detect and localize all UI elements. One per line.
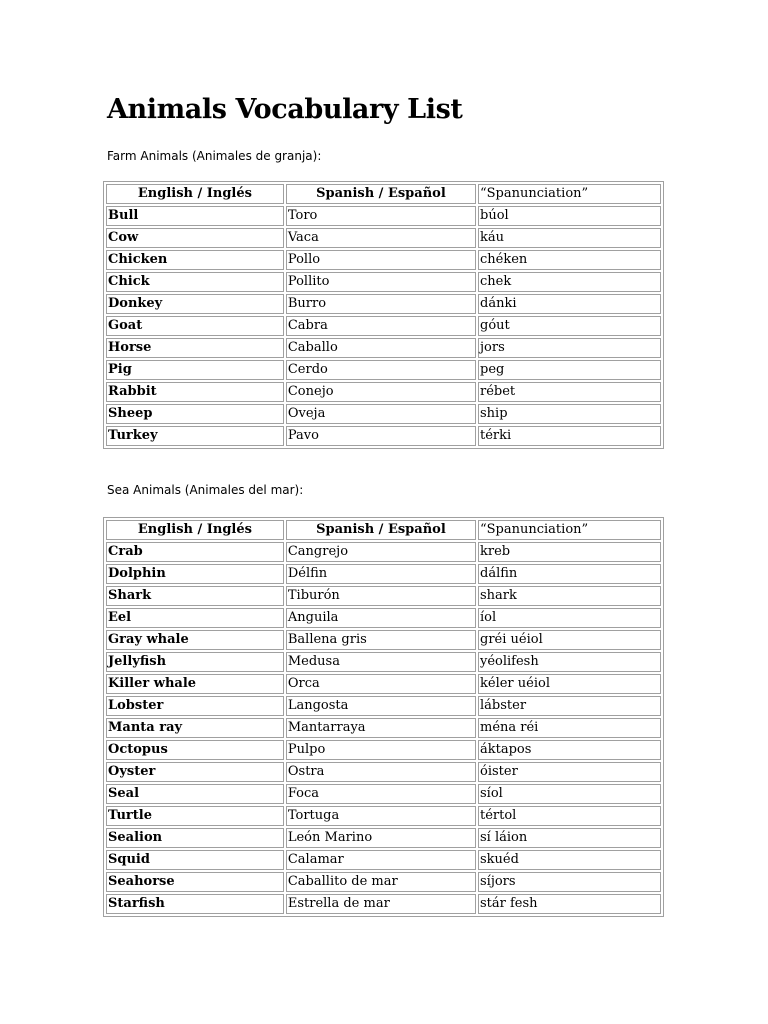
english-cell: Seal xyxy=(106,784,284,804)
pronunciation-cell: chek xyxy=(478,272,661,292)
pronunciation-cell: chéken xyxy=(478,250,661,270)
pronunciation-cell: áktapos xyxy=(478,740,661,760)
english-cell: Goat xyxy=(106,316,284,336)
english-cell: Jellyfish xyxy=(106,652,284,672)
pronunciation-cell: ména réi xyxy=(478,718,661,738)
table-row xyxy=(106,674,661,694)
spanish-cell: Vaca xyxy=(286,228,476,248)
english-cell: Eel xyxy=(106,608,284,628)
pronunciation-cell: síol xyxy=(478,784,661,804)
spanish-cell: Tiburón xyxy=(286,586,476,606)
table-row xyxy=(106,696,661,716)
english-cell: Gray whale xyxy=(106,630,284,650)
english-cell: Turtle xyxy=(106,806,284,826)
spanish-cell: Langosta xyxy=(286,696,476,716)
spanish-cell: Ballena gris xyxy=(286,630,476,650)
pronunciation-cell: gréi uéiol xyxy=(478,630,661,650)
spanish-cell: Pulpo xyxy=(286,740,476,760)
english-cell: Sheep xyxy=(106,404,284,424)
english-cell: Crab xyxy=(106,542,284,562)
table-row xyxy=(106,228,661,248)
farm-animals-heading: Farm Animals (Animales de granja): xyxy=(107,149,322,163)
pronunciation-cell: ship xyxy=(478,404,661,424)
pronunciation-cell: térki xyxy=(478,426,661,446)
pronunciation-cell: dálfin xyxy=(478,564,661,584)
spanish-cell: Foca xyxy=(286,784,476,804)
english-cell: Turkey xyxy=(106,426,284,446)
english-cell: Sealion xyxy=(106,828,284,848)
table-header-row xyxy=(106,184,661,204)
table-row xyxy=(106,762,661,782)
table-row xyxy=(106,542,661,562)
table-row xyxy=(106,652,661,672)
spanish-cell: Oveja xyxy=(286,404,476,424)
sea-table-body xyxy=(106,542,661,914)
pronunciation-cell: jors xyxy=(478,338,661,358)
english-cell: Chick xyxy=(106,272,284,292)
table-row xyxy=(106,382,661,402)
spanish-cell: Délfin xyxy=(286,564,476,584)
spanish-cell: Pollo xyxy=(286,250,476,270)
english-cell: Chicken xyxy=(106,250,284,270)
table-row xyxy=(106,586,661,606)
farm-animals-table xyxy=(103,181,664,449)
spanish-cell: Burro xyxy=(286,294,476,314)
spanish-cell: Cerdo xyxy=(286,360,476,380)
table-row xyxy=(106,360,661,380)
table-row xyxy=(106,272,661,292)
table-row xyxy=(106,630,661,650)
english-cell: Horse xyxy=(106,338,284,358)
table-row xyxy=(106,206,661,226)
sea-animals-heading: Sea Animals (Animales del mar): xyxy=(107,483,304,497)
column-header-pronunciation: “Spanunciation” xyxy=(478,520,661,540)
spanish-cell: Caballo xyxy=(286,338,476,358)
column-header-spanish: Spanish / Español xyxy=(286,520,476,540)
pronunciation-cell: kreb xyxy=(478,542,661,562)
pronunciation-cell: shark xyxy=(478,586,661,606)
spanish-cell: Pavo xyxy=(286,426,476,446)
column-header-english: English / Inglés xyxy=(106,184,284,204)
spanish-cell: Mantarraya xyxy=(286,718,476,738)
pronunciation-cell: stár fesh xyxy=(478,894,661,914)
english-cell: Cow xyxy=(106,228,284,248)
table-row xyxy=(106,740,661,760)
pronunciation-cell: sí láion xyxy=(478,828,661,848)
pronunciation-cell: búol xyxy=(478,206,661,226)
english-cell: Squid xyxy=(106,850,284,870)
pronunciation-cell: góut xyxy=(478,316,661,336)
english-cell: Manta ray xyxy=(106,718,284,738)
table-row xyxy=(106,316,661,336)
spanish-cell: Calamar xyxy=(286,850,476,870)
pronunciation-cell: yéolifesh xyxy=(478,652,661,672)
pronunciation-cell: íol xyxy=(478,608,661,628)
table-row xyxy=(106,872,661,892)
table-header-row xyxy=(106,520,661,540)
spanish-cell: Pollito xyxy=(286,272,476,292)
farm-table-body xyxy=(106,206,661,446)
english-cell: Lobster xyxy=(106,696,284,716)
english-cell: Oyster xyxy=(106,762,284,782)
spanish-cell: Cabra xyxy=(286,316,476,336)
table-row xyxy=(106,404,661,424)
pronunciation-cell: lábster xyxy=(478,696,661,716)
spanish-cell: Medusa xyxy=(286,652,476,672)
table-row xyxy=(106,806,661,826)
spanish-cell: Conejo xyxy=(286,382,476,402)
english-cell: Donkey xyxy=(106,294,284,314)
spanish-cell: Ostra xyxy=(286,762,476,782)
pronunciation-cell: kéler uéiol xyxy=(478,674,661,694)
spanish-cell: Orca xyxy=(286,674,476,694)
spanish-cell: Estrella de mar xyxy=(286,894,476,914)
spanish-cell: Caballito de mar xyxy=(286,872,476,892)
spanish-cell: Anguila xyxy=(286,608,476,628)
table-row xyxy=(106,718,661,738)
page-title: Animals Vocabulary List xyxy=(107,94,463,125)
column-header-pronunciation: “Spanunciation” xyxy=(478,184,661,204)
english-cell: Bull xyxy=(106,206,284,226)
spanish-cell: Tortuga xyxy=(286,806,476,826)
table-row xyxy=(106,564,661,584)
pronunciation-cell: peg xyxy=(478,360,661,380)
english-cell: Octopus xyxy=(106,740,284,760)
english-cell: Rabbit xyxy=(106,382,284,402)
column-header-english: English / Inglés xyxy=(106,520,284,540)
spanish-cell: Cangrejo xyxy=(286,542,476,562)
english-cell: Shark xyxy=(106,586,284,606)
pronunciation-cell: dánki xyxy=(478,294,661,314)
pronunciation-cell: óister xyxy=(478,762,661,782)
table-row xyxy=(106,850,661,870)
table-row xyxy=(106,338,661,358)
pronunciation-cell: skuéd xyxy=(478,850,661,870)
english-cell: Dolphin xyxy=(106,564,284,584)
table-row xyxy=(106,784,661,804)
column-header-spanish: Spanish / Español xyxy=(286,184,476,204)
english-cell: Seahorse xyxy=(106,872,284,892)
pronunciation-cell: síjors xyxy=(478,872,661,892)
table-row xyxy=(106,894,661,914)
table-row xyxy=(106,828,661,848)
table-row xyxy=(106,250,661,270)
spanish-cell: León Marino xyxy=(286,828,476,848)
pronunciation-cell: káu xyxy=(478,228,661,248)
english-cell: Starfish xyxy=(106,894,284,914)
table-row xyxy=(106,294,661,314)
english-cell: Killer whale xyxy=(106,674,284,694)
pronunciation-cell: rébet xyxy=(478,382,661,402)
spanish-cell: Toro xyxy=(286,206,476,226)
english-cell: Pig xyxy=(106,360,284,380)
sea-animals-table xyxy=(103,517,664,917)
pronunciation-cell: tértol xyxy=(478,806,661,826)
table-row xyxy=(106,426,661,446)
table-row xyxy=(106,608,661,628)
